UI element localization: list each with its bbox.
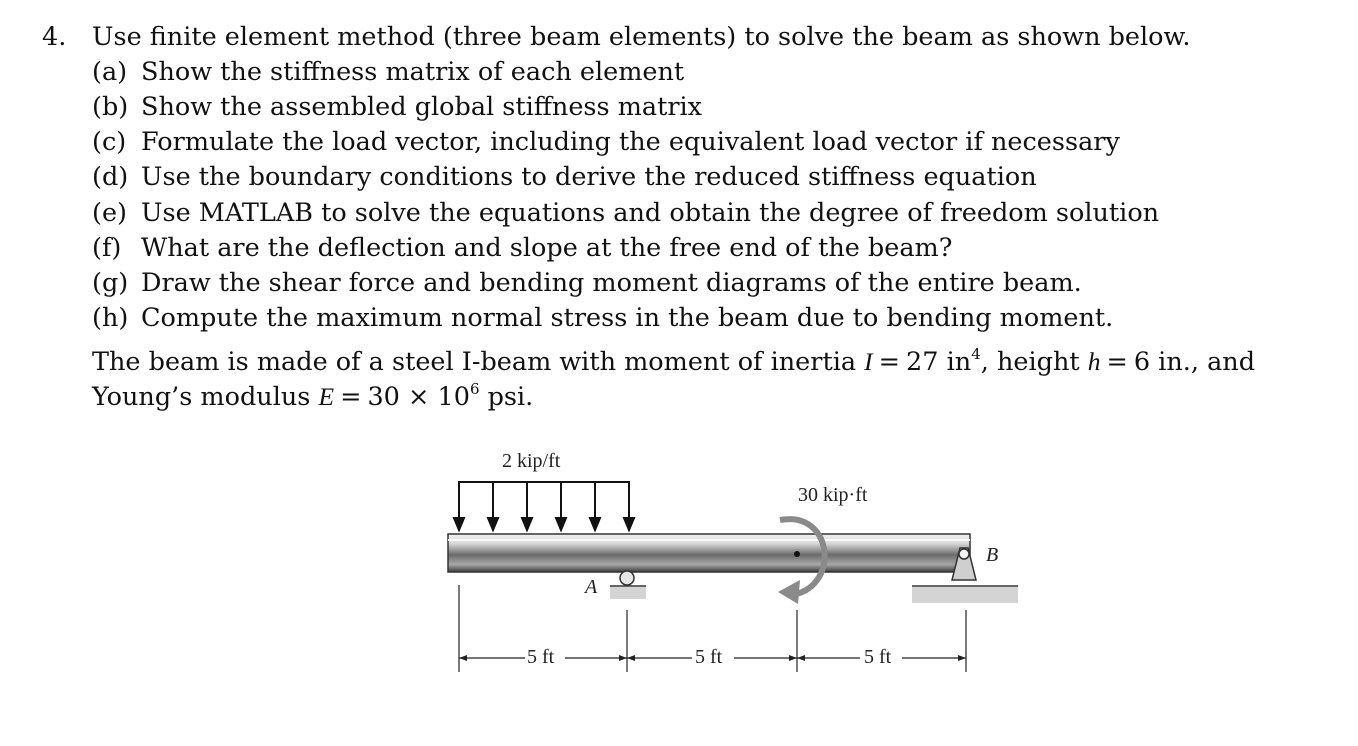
modulus-value: 30 × 10 [367,382,470,412]
part-d [92,162,1037,192]
part-label: (b) [92,92,129,122]
equals-sign: = [340,382,362,412]
equals-sign: = [878,347,901,377]
support-b-label: B [986,544,999,566]
part-text: Compute the maximum normal stress in the beam due to bending moment. [141,303,1114,333]
part-text: Use the boundary conditions to derive the reduced stiffness equation [141,162,1037,192]
part-label: (f) [92,233,122,263]
problem-number: 4. [42,22,67,52]
dimension-label-3: 5 ft [864,646,892,668]
part-text: Show the stiffness matrix of each element [141,57,685,87]
material-line-1 [92,339,1255,377]
part-label: (g) [92,268,129,298]
part-g [92,268,1082,298]
beam-figure [440,440,1040,700]
support-a-label: A [585,576,598,598]
modulus-unit: psi. [487,382,534,412]
inertia-symbol: I [864,347,873,376]
part-text: Draw the shear force and bending moment diagrams of the entire beam. [141,268,1082,298]
part-text: Formulate the load vector, including the equivalent load vector if necessary [141,127,1120,157]
roller-support-a [610,571,646,599]
dimension-label-2: 5 ft [695,646,723,668]
part-label: (d) [92,162,129,192]
part-c [92,127,1120,157]
part-label: (c) [92,127,127,157]
dimension-label-1: 5 ft [527,646,555,668]
inertia-exponent: 4 [971,345,981,363]
part-f [92,233,952,263]
part-e [92,198,1159,228]
material-text: The beam is made of a steel I-beam with moment of inertia [92,347,857,377]
material-text: Young’s modulus [92,382,311,412]
part-label: (a) [92,57,128,87]
modulus-exponent: 6 [469,380,480,398]
modulus-symbol: E [318,382,335,411]
distributed-load-label: 2 kip/ft [502,450,561,472]
height-symbol: h [1087,347,1101,376]
part-text: Show the assembled global stiffness matrix [141,92,703,122]
distributed-load [454,482,634,530]
equals-sign: = [1106,347,1128,377]
part-a [92,57,684,87]
moment-label: 30 kip·ft [798,484,868,506]
material-text: , height [980,347,1080,377]
part-label: (e) [92,198,127,228]
part-h [92,303,1113,333]
height-value: 6 in., and [1133,347,1256,377]
part-text: What are the deflection and slope at the free end of the beam? [141,233,953,263]
material-line-2 [92,374,533,412]
problem-intro: Use finite element method (three beam elements) to solve the beam as shown below. [92,22,1191,52]
part-label: (h) [92,303,129,333]
part-b [92,92,702,122]
part-text: Use MATLAB to solve the equations and obtain the degree of freedom solution [141,198,1160,228]
inertia-value: 27 in [906,347,972,377]
